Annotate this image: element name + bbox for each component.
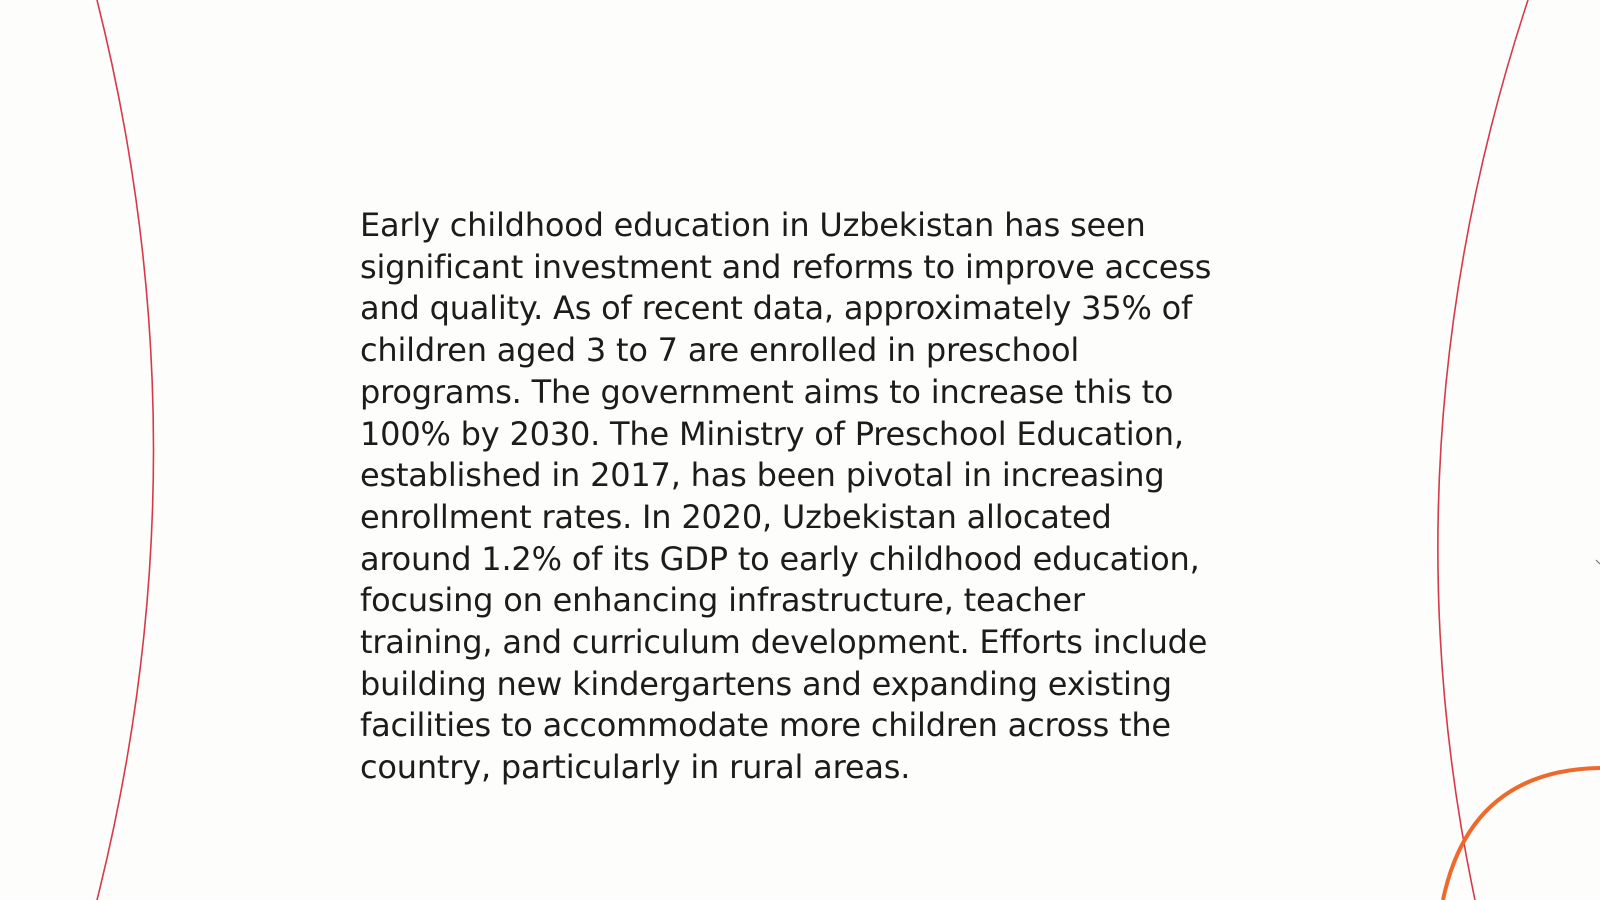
paragraph-line: Early childhood education in Uzbekistan has seen bbox=[360, 206, 1146, 244]
paragraph-line: training, and curriculum development. Efforts include bbox=[360, 623, 1208, 662]
paragraph-line: enrollment rates. In 2020, Uzbekistan allocated bbox=[360, 497, 1112, 536]
right-arc bbox=[1438, 0, 1528, 900]
paragraph-line: established in 2017, has been pivotal in increasing bbox=[360, 456, 1165, 495]
right-edge-tick bbox=[1596, 560, 1600, 564]
orange-arc bbox=[1443, 768, 1600, 900]
paragraph-line: programs. The government aims to increase this to bbox=[360, 372, 1174, 411]
paragraph-line: country, particularly in rural areas. bbox=[360, 748, 911, 787]
paragraph-line: around 1.2% of its GDP to early childhood education, bbox=[360, 539, 1200, 578]
paragraph-line: focusing on enhancing infrastructure, teacher bbox=[360, 581, 1085, 620]
paragraph-line: 100% by 2030. The Ministry of Preschool Education, bbox=[360, 414, 1184, 453]
paragraph-line: facilities to accommodate more children across the bbox=[360, 706, 1171, 745]
left-arc bbox=[97, 0, 154, 900]
paragraph-line: significant investment and reforms to improve access bbox=[360, 247, 1212, 286]
paragraph-line: children aged 3 to 7 are enrolled in preschool bbox=[360, 331, 1080, 370]
paragraph-line: building new kindergartens and expanding existing bbox=[360, 664, 1172, 703]
paragraph-line: and quality. As of recent data, approximately 35% of bbox=[360, 289, 1193, 328]
body-paragraph bbox=[360, 205, 1240, 789]
